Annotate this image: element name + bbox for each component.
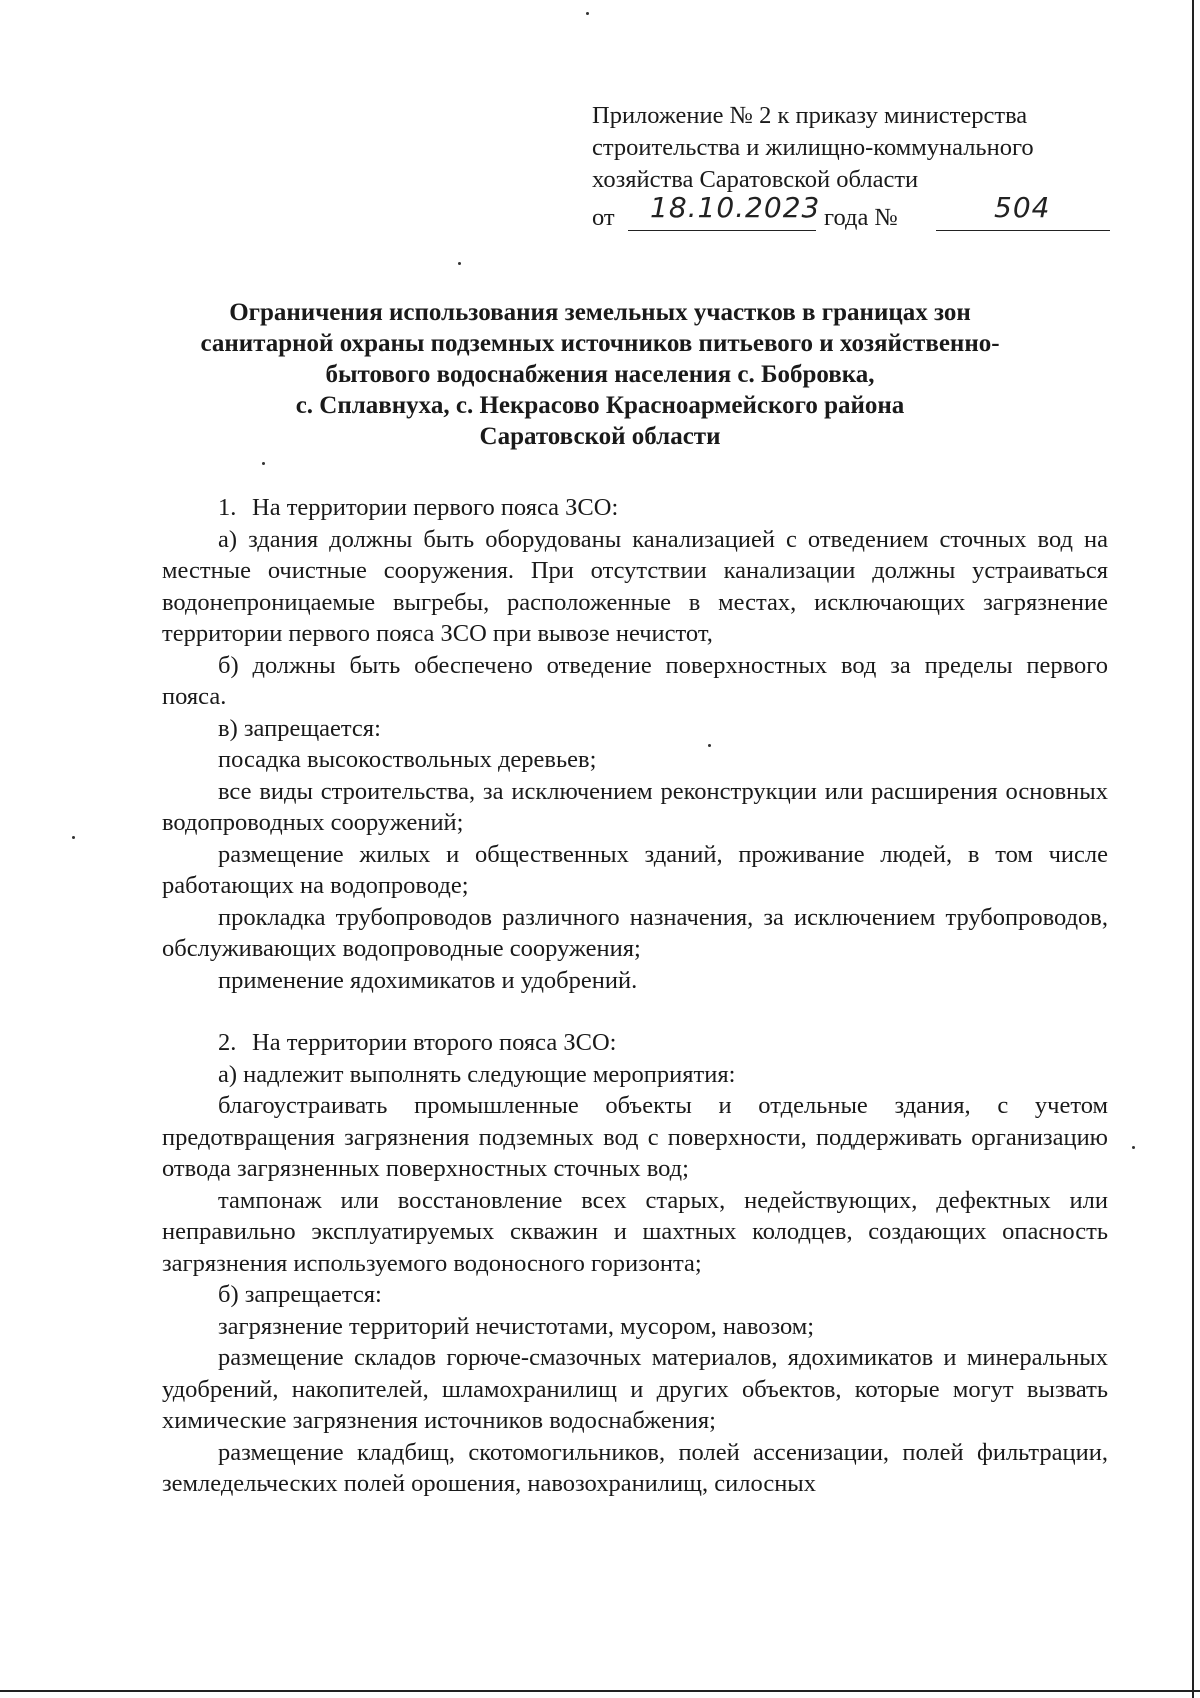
section-1-number: 1.: [218, 494, 237, 521]
section-1-title: На территории первого пояса ЗСО:: [252, 494, 619, 521]
date-label: от: [592, 204, 615, 231]
title-line-5: Саратовской области: [479, 423, 721, 450]
section-2-prohibition: загрязнение территорий нечистотами, мусором, навозом;: [218, 1312, 815, 1340]
scan-speck: [262, 462, 265, 465]
section-1-prohibition: посадка высокоствольных деревьев;: [218, 746, 597, 773]
section-2-item-b: б) запрещается:: [218, 1281, 382, 1308]
order-number-field: [936, 191, 1110, 231]
title-line-2: санитарной охраны подземных источников питьевого и хозяйственно-: [200, 330, 1000, 357]
section-2-measure: тампонаж или восстановление всех старых, недействующих, дефектных или неправильно эксплуатируемых скважин и шахтных колодцев, создающих опасность загрязнения используемого водоносного горизонта;: [162, 1186, 1108, 1277]
section-gap: [162, 996, 1108, 1027]
order-date-row: [592, 191, 1112, 236]
document-body: [162, 492, 1108, 1500]
section-1-item-v: в) запрещается:: [218, 714, 381, 742]
handwritten-date: 18.10.2023: [650, 191, 821, 224]
title-line-1: Ограничения использования земельных участков в границах зон: [229, 299, 971, 326]
header-line-3: хозяйства Саратовской области: [592, 166, 919, 193]
appendix-header: [592, 100, 1112, 236]
section-1-prohibition: применение ядохимикатов и удобрений.: [218, 966, 638, 994]
title-line-3: бытового водоснабжения населения с. Бобровка,: [325, 361, 875, 388]
header-line-1: Приложение № 2 к приказу министерства: [592, 102, 1028, 129]
page-border-right: [1192, 0, 1194, 1698]
section-2-title: На территории второго пояса ЗСО:: [252, 1029, 617, 1056]
page-border-bottom: [0, 1690, 1200, 1692]
date-field: [628, 191, 821, 231]
handwritten-order-number: 504: [994, 191, 1051, 224]
section-2-prohibition: размещение кладбищ, скотомогильников, полей ассенизации, полей фильтрации, земледельческих полей орошения, навозохранилищ, силосных: [162, 1438, 1108, 1497]
section-2-prohibition: размещение складов горюче-смазочных материалов, ядохимикатов и минеральных удобрений, накопителей, шламохранилищ и других объектов, которые могут вызвать химические загрязнения источников водоснабжения;: [162, 1344, 1108, 1434]
scan-speck: [1132, 1146, 1135, 1149]
section-1-prohibition: размещение жилых и общественных зданий, проживание людей, в том числе работающих на водопроводе;: [162, 840, 1108, 899]
section-1-prohibition: прокладка трубопроводов различного назначения, за исключением трубопроводов, обслуживающих водопроводные сооружения;: [162, 903, 1108, 962]
scan-speck: [586, 12, 589, 15]
section-1-heading: [162, 492, 1108, 524]
section-2-item-a: а) надлежит выполнять следующие мероприятия:: [218, 1060, 736, 1088]
document-title: [120, 297, 1080, 452]
year-number-label: года №: [824, 204, 898, 231]
section-1-item-a: а) здания должны быть оборудованы канализацией с отведением сточных вод на местные очистные сооружения. При отсутствии канализации должны устраиваться водонепроницаемые выгребы, расположенные в местах, исключающих загрязнение территории первого пояса ЗСО при вывозе нечистот,: [162, 525, 1108, 647]
section-2-number: 2.: [218, 1029, 237, 1056]
scan-speck: [458, 262, 461, 265]
scan-speck: [72, 836, 75, 839]
section-2-heading: [162, 1027, 1108, 1059]
section-1-prohibition: все виды строительства, за исключением реконструкции или расширения основных водопроводных сооружений;: [162, 777, 1108, 836]
title-line-4: с. Сплавнуха, с. Некрасово Красноармейского района: [295, 392, 905, 419]
section-2-measure: благоустраивать промышленные объекты и отдельные здания, с учетом предотвращения загрязнения подземных вод с поверхности, поддерживать организацию отвода загрязненных поверхностных сточных вод;: [162, 1092, 1108, 1182]
header-line-2: строительства и жилищно-коммунального: [592, 134, 1034, 161]
section-1-item-b: б) должны быть обеспечено отведение поверхностных вод за пределы первого пояса.: [162, 651, 1108, 710]
